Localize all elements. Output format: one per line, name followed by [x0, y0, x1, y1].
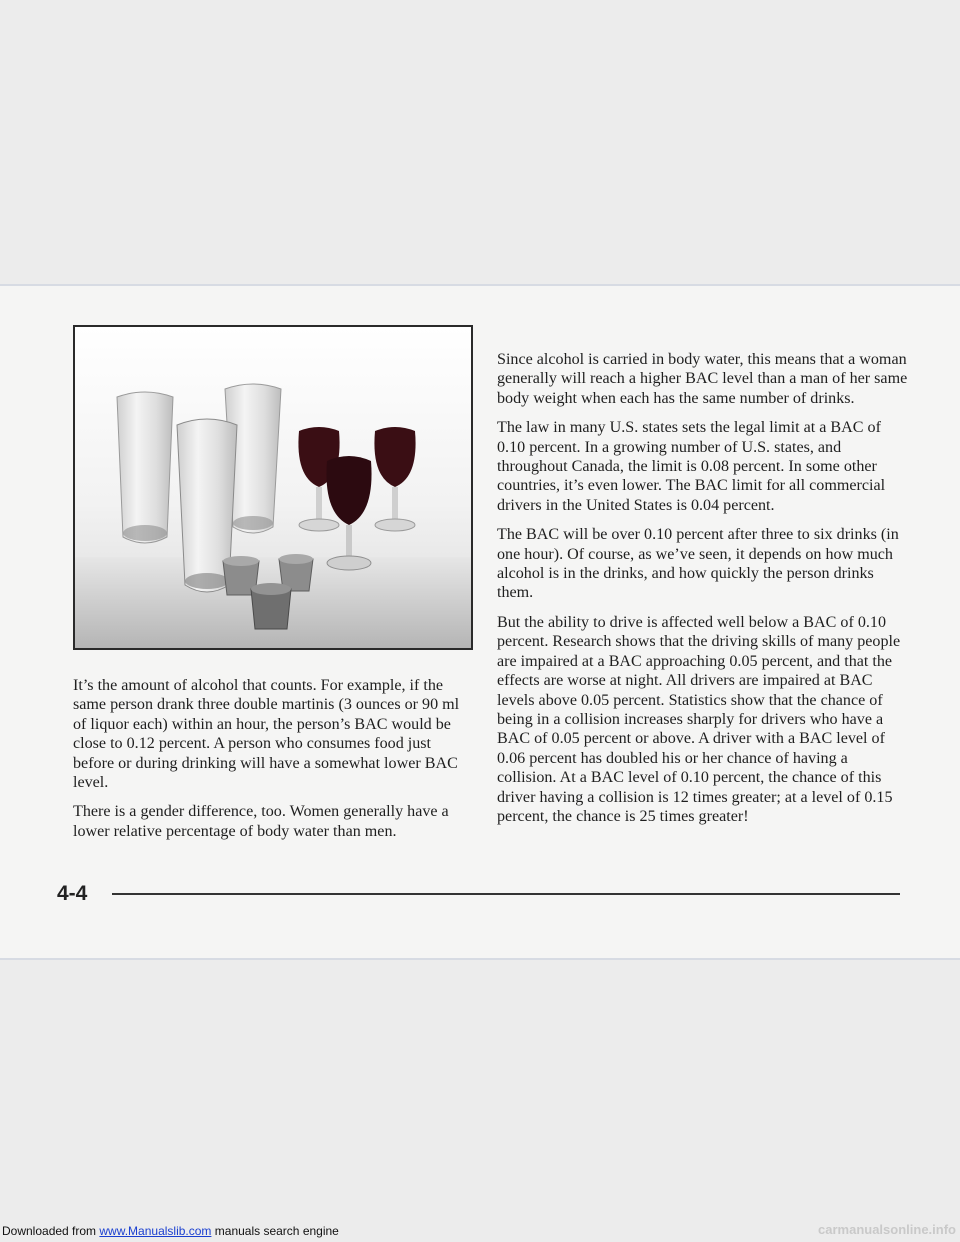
footer-rule [112, 893, 900, 895]
wine-glass [326, 456, 371, 570]
paragraph: There is a gender difference, too. Women generally have a lower relative percentage of body water than men. [73, 803, 449, 840]
left-column [73, 676, 473, 851]
drinks-photo [73, 325, 473, 650]
paragraph: But the ability to drive is affected well below a BAC of 0.10 percent. Research shows that the driving skills of many people are impaired at a BAC approaching 0.05 percent, and that the effects are worse at night. All drivers are impaired at BAC levels above 0.05 percent. Statistics show that the chance of being in a collision increases sharply for drivers who have a BAC of 0.05 percent or above. A driver with a BAC level of 0.06 percent has doubled his or her chance of having a collision. At a BAC level of 0.10 percent, the chance of this driver having a collision is 12 times greater; at a level of 0.15 percent, the chance is 25 times greater! [497, 613, 901, 825]
drinks-illustration [75, 327, 471, 648]
footer-suffix: manuals search engine [211, 1224, 339, 1238]
bottom-rule [0, 958, 960, 960]
paragraph: The BAC will be over 0.10 percent after three to six drinks (in one hour). Of course, as we’ve seen, it depends on how much alcohol is in the drinks, and how quickly the person drinks them. [497, 526, 899, 602]
shot-glass [251, 583, 291, 629]
tall-glass [117, 392, 173, 543]
manualslib-link[interactable]: www.Manualslib.com [99, 1224, 212, 1238]
page-number: 4-4 [57, 882, 88, 905]
wine-glass [374, 427, 415, 531]
paragraph: It’s the amount of alcohol that counts. For example, if the same person drank three double martinis (3 ounces or 90 ml of liquor each) within an hour, the person’s BAC would be close to 0.12 percent. A person who consumes food just before or during drinking will have a somewhat lower BAC level. [73, 677, 460, 792]
right-column [497, 350, 909, 836]
footer-prefix: Downloaded from [2, 1224, 100, 1238]
watermark: carmanualsonline.info [818, 1222, 956, 1237]
paragraph: Since alcohol is carried in body water, this means that a woman generally will reach a higher BAC level than a man of her same body weight when each has the same number of drinks. [497, 351, 908, 407]
paragraph: The law in many U.S. states sets the legal limit at a BAC of 0.10 percent. In a growing number of U.S. states, and throughout Canada, the limit is 0.08 percent. In some other countries, it’s even lower. The BAC limit for all commercial drivers in the United States is 0.04 percent. [497, 419, 886, 514]
download-footer [2, 1224, 339, 1238]
